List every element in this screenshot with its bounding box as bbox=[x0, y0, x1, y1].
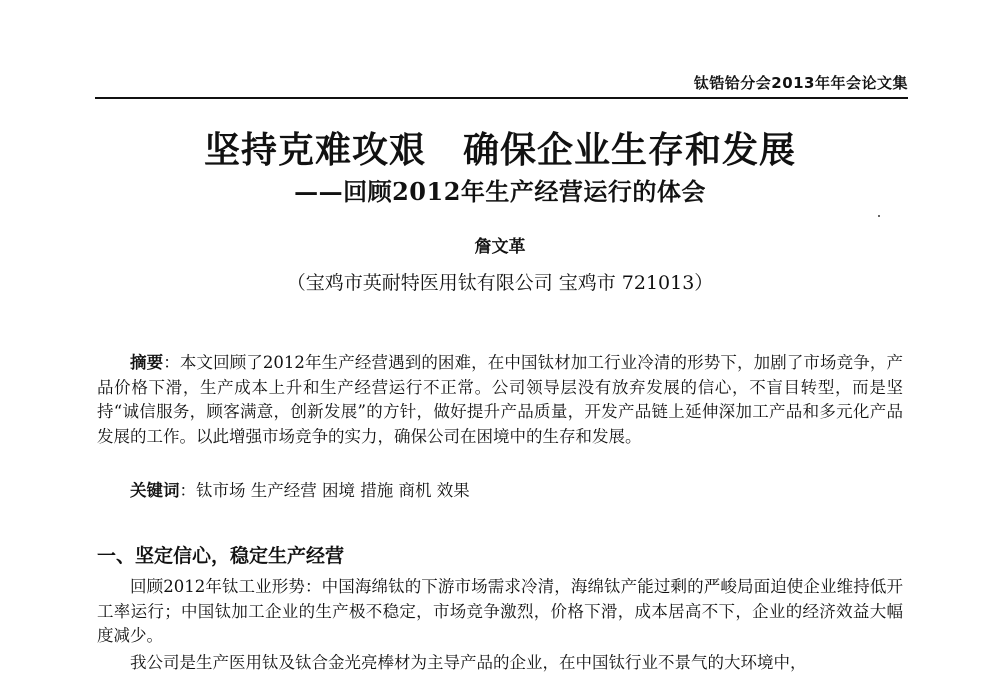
paper-title: 坚持克难攻艰 确保企业生存和发展 bbox=[203, 129, 796, 171]
keywords-text: ：钛市场 生产经营 困境 措施 商机 效果 bbox=[179, 481, 470, 500]
abstract bbox=[97, 351, 903, 449]
header-rule bbox=[95, 97, 908, 99]
abstract-text: ：本文回顾了2012年生产经营遇到的困难，在中国钛材加工行业冷清的形势下，加剧了市场竞争，产品价格下滑，生产成本上升和生产经营运行不正常。公司领导层没有放弃发展的信心，不盲目转型，而是坚持“诚信服务，顾客满意，创新发展”的方针，做好提升产品质量，开发产品链上延伸深加工产品和多元化产品发展的工作。以此增强市场竞争的实力，确保公司在困境中的生存和发展。 bbox=[97, 353, 903, 446]
keywords-label: 关键词 bbox=[130, 481, 180, 500]
paper-subtitle: ——回顾2012年生产经营运行的体会 bbox=[294, 177, 706, 206]
scan-speck bbox=[878, 215, 880, 217]
author-name: 詹文革 bbox=[474, 237, 526, 257]
body-paragraph-2: 我公司是生产医用钛及钛合金光亮棒材为主导产品的企业，在中国钛行业不景气的大环境中， bbox=[130, 653, 807, 672]
keywords bbox=[97, 479, 936, 504]
author-affiliation: （宝鸡市英耐特医用钛有限公司 宝鸡市 721013） bbox=[286, 272, 714, 294]
running-header: 钛锆铪分会2013年年会论文集 bbox=[693, 74, 908, 92]
body-paragraph-1: 回顾2012年钛工业形势：中国海绵钛的下游市场需求冷清，海绵钛产能过剩的严峻局面迫使企业维持低开工率运行；中国钛加工企业的生产极不稳定，市场竞争激烈，价格下滑，成本居高不下，企业的经济效益大幅度减少。 bbox=[97, 577, 903, 645]
section-heading: 一、坚定信心，稳定生产经营 bbox=[97, 545, 345, 567]
abstract-label: 摘要 bbox=[130, 353, 164, 372]
